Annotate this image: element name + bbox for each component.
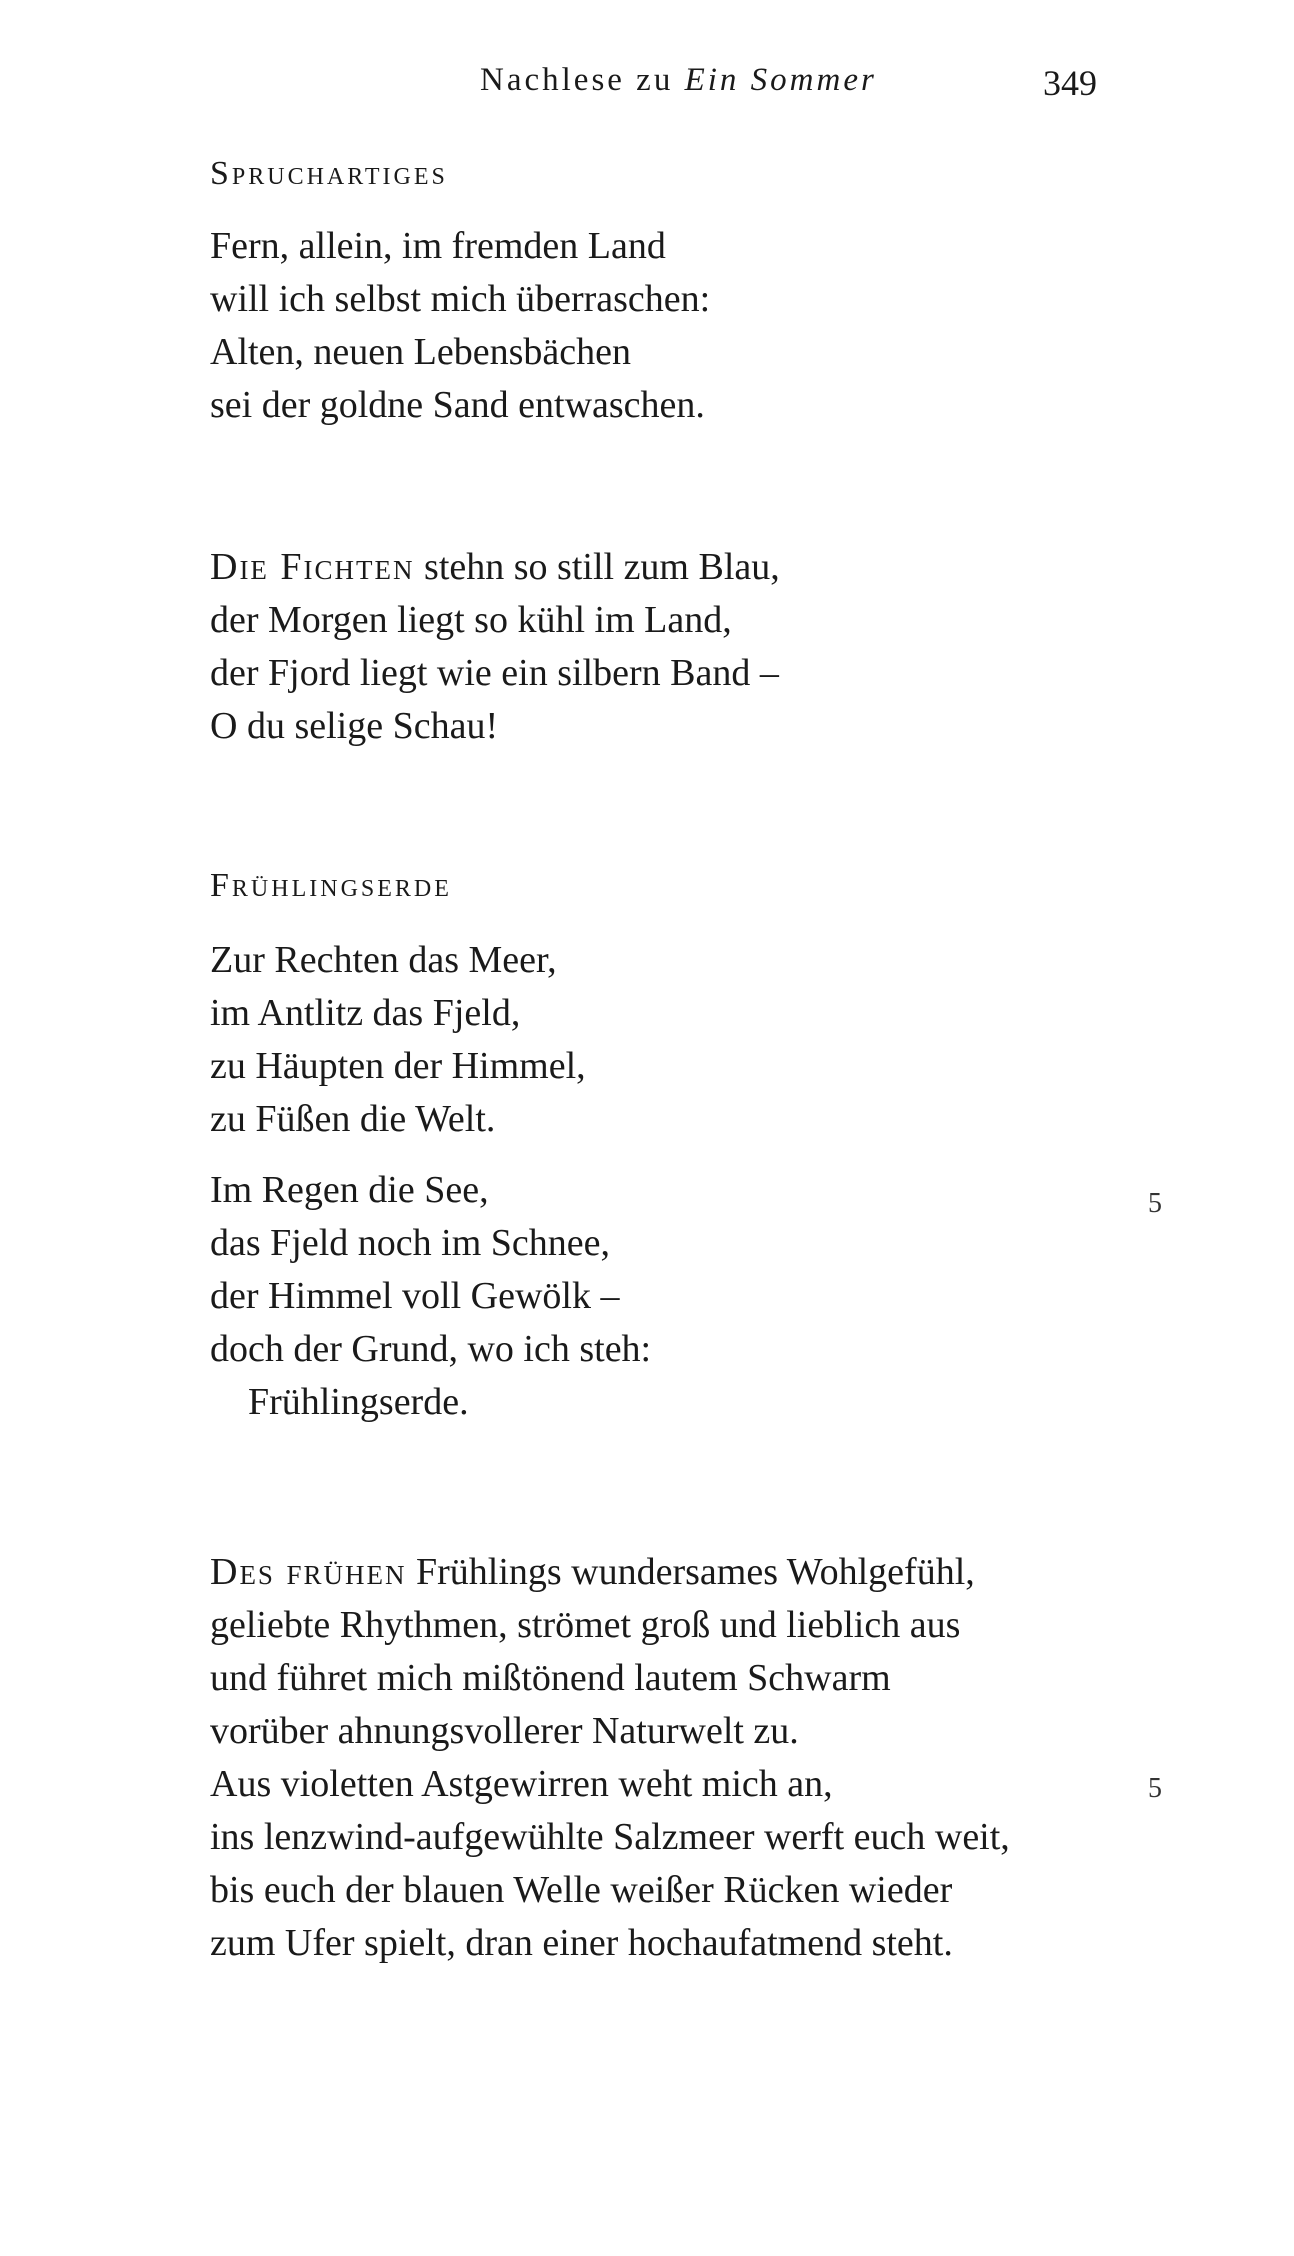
poem-line: ins lenzwind-aufgewühlte Salzmeer werft euch weit,	[210, 1816, 1010, 1858]
poem-first-line	[210, 1546, 1010, 1599]
poem-line: vorüber ahnungsvollerer Naturwelt zu.	[210, 1710, 799, 1752]
line-number: 5	[1148, 1188, 1162, 1219]
poem-line: der Himmel voll Gewölk –	[210, 1275, 620, 1317]
running-title-work: Ein Sommer	[684, 62, 877, 98]
poem-title: Frühlingserde	[210, 867, 452, 904]
poem-spruchartiges	[210, 148, 710, 432]
running-title-prefix: Nachlese zu	[480, 62, 685, 98]
poem-line: doch der Grund, wo ich steh:	[210, 1328, 652, 1370]
poem-line: will ich selbst mich überraschen:	[210, 278, 711, 320]
poem-fruehlingserde	[210, 860, 651, 1429]
poem-line: Alten, neuen Lebensbächen	[210, 331, 631, 373]
poem-des-fruehen	[210, 1546, 1010, 1970]
poem-line: das Fjeld noch im Schnee,	[210, 1222, 610, 1264]
line-number: 5	[1148, 1773, 1162, 1804]
poem-line: Fern, allein, im fremden Land	[210, 225, 666, 267]
poem-first-line	[210, 541, 780, 594]
poem-line: der Fjord liegt wie ein silbern Band –	[210, 652, 779, 694]
running-title	[480, 62, 877, 99]
poem-line: geliebte Rhythmen, strömet groß und lieblich aus	[210, 1604, 961, 1646]
first-line-rest: Frühlings wundersames Wohlgefühl,	[406, 1551, 975, 1593]
first-line-lead: Des frühen	[210, 1551, 407, 1593]
poem-line: und führet mich mißtönend lautem Schwarm	[210, 1657, 891, 1699]
page-number: 349	[1043, 63, 1097, 103]
poem-line: im Antlitz das Fjeld,	[210, 992, 521, 1034]
first-line-lead: Die Fichten	[210, 546, 415, 588]
poem-line: Im Regen die See,	[210, 1169, 489, 1211]
poem-title: Spruchartiges	[210, 155, 448, 192]
page-header	[0, 62, 1294, 110]
poem-line: zu Füßen die Welt.	[210, 1098, 496, 1140]
poem-line: bis euch der blauen Welle weißer Rücken wieder	[210, 1869, 953, 1911]
poem-line: Frühlingserde.	[248, 1381, 469, 1423]
poem-line: der Morgen liegt so kühl im Land,	[210, 599, 732, 641]
poem-line: Zur Rechten das Meer,	[210, 939, 557, 981]
poem-line: O du selige Schau!	[210, 705, 499, 747]
poem-line: sei der goldne Sand entwaschen.	[210, 384, 705, 426]
poem-die-fichten	[210, 541, 780, 753]
poem-line: Aus violetten Astgewirren weht mich an,	[210, 1763, 833, 1805]
first-line-rest: stehn so still zum Blau,	[414, 546, 780, 588]
poem-line: zu Häupten der Himmel,	[210, 1045, 586, 1087]
poem-line: zum Ufer spielt, dran einer hochaufatmend steht.	[210, 1922, 953, 1964]
